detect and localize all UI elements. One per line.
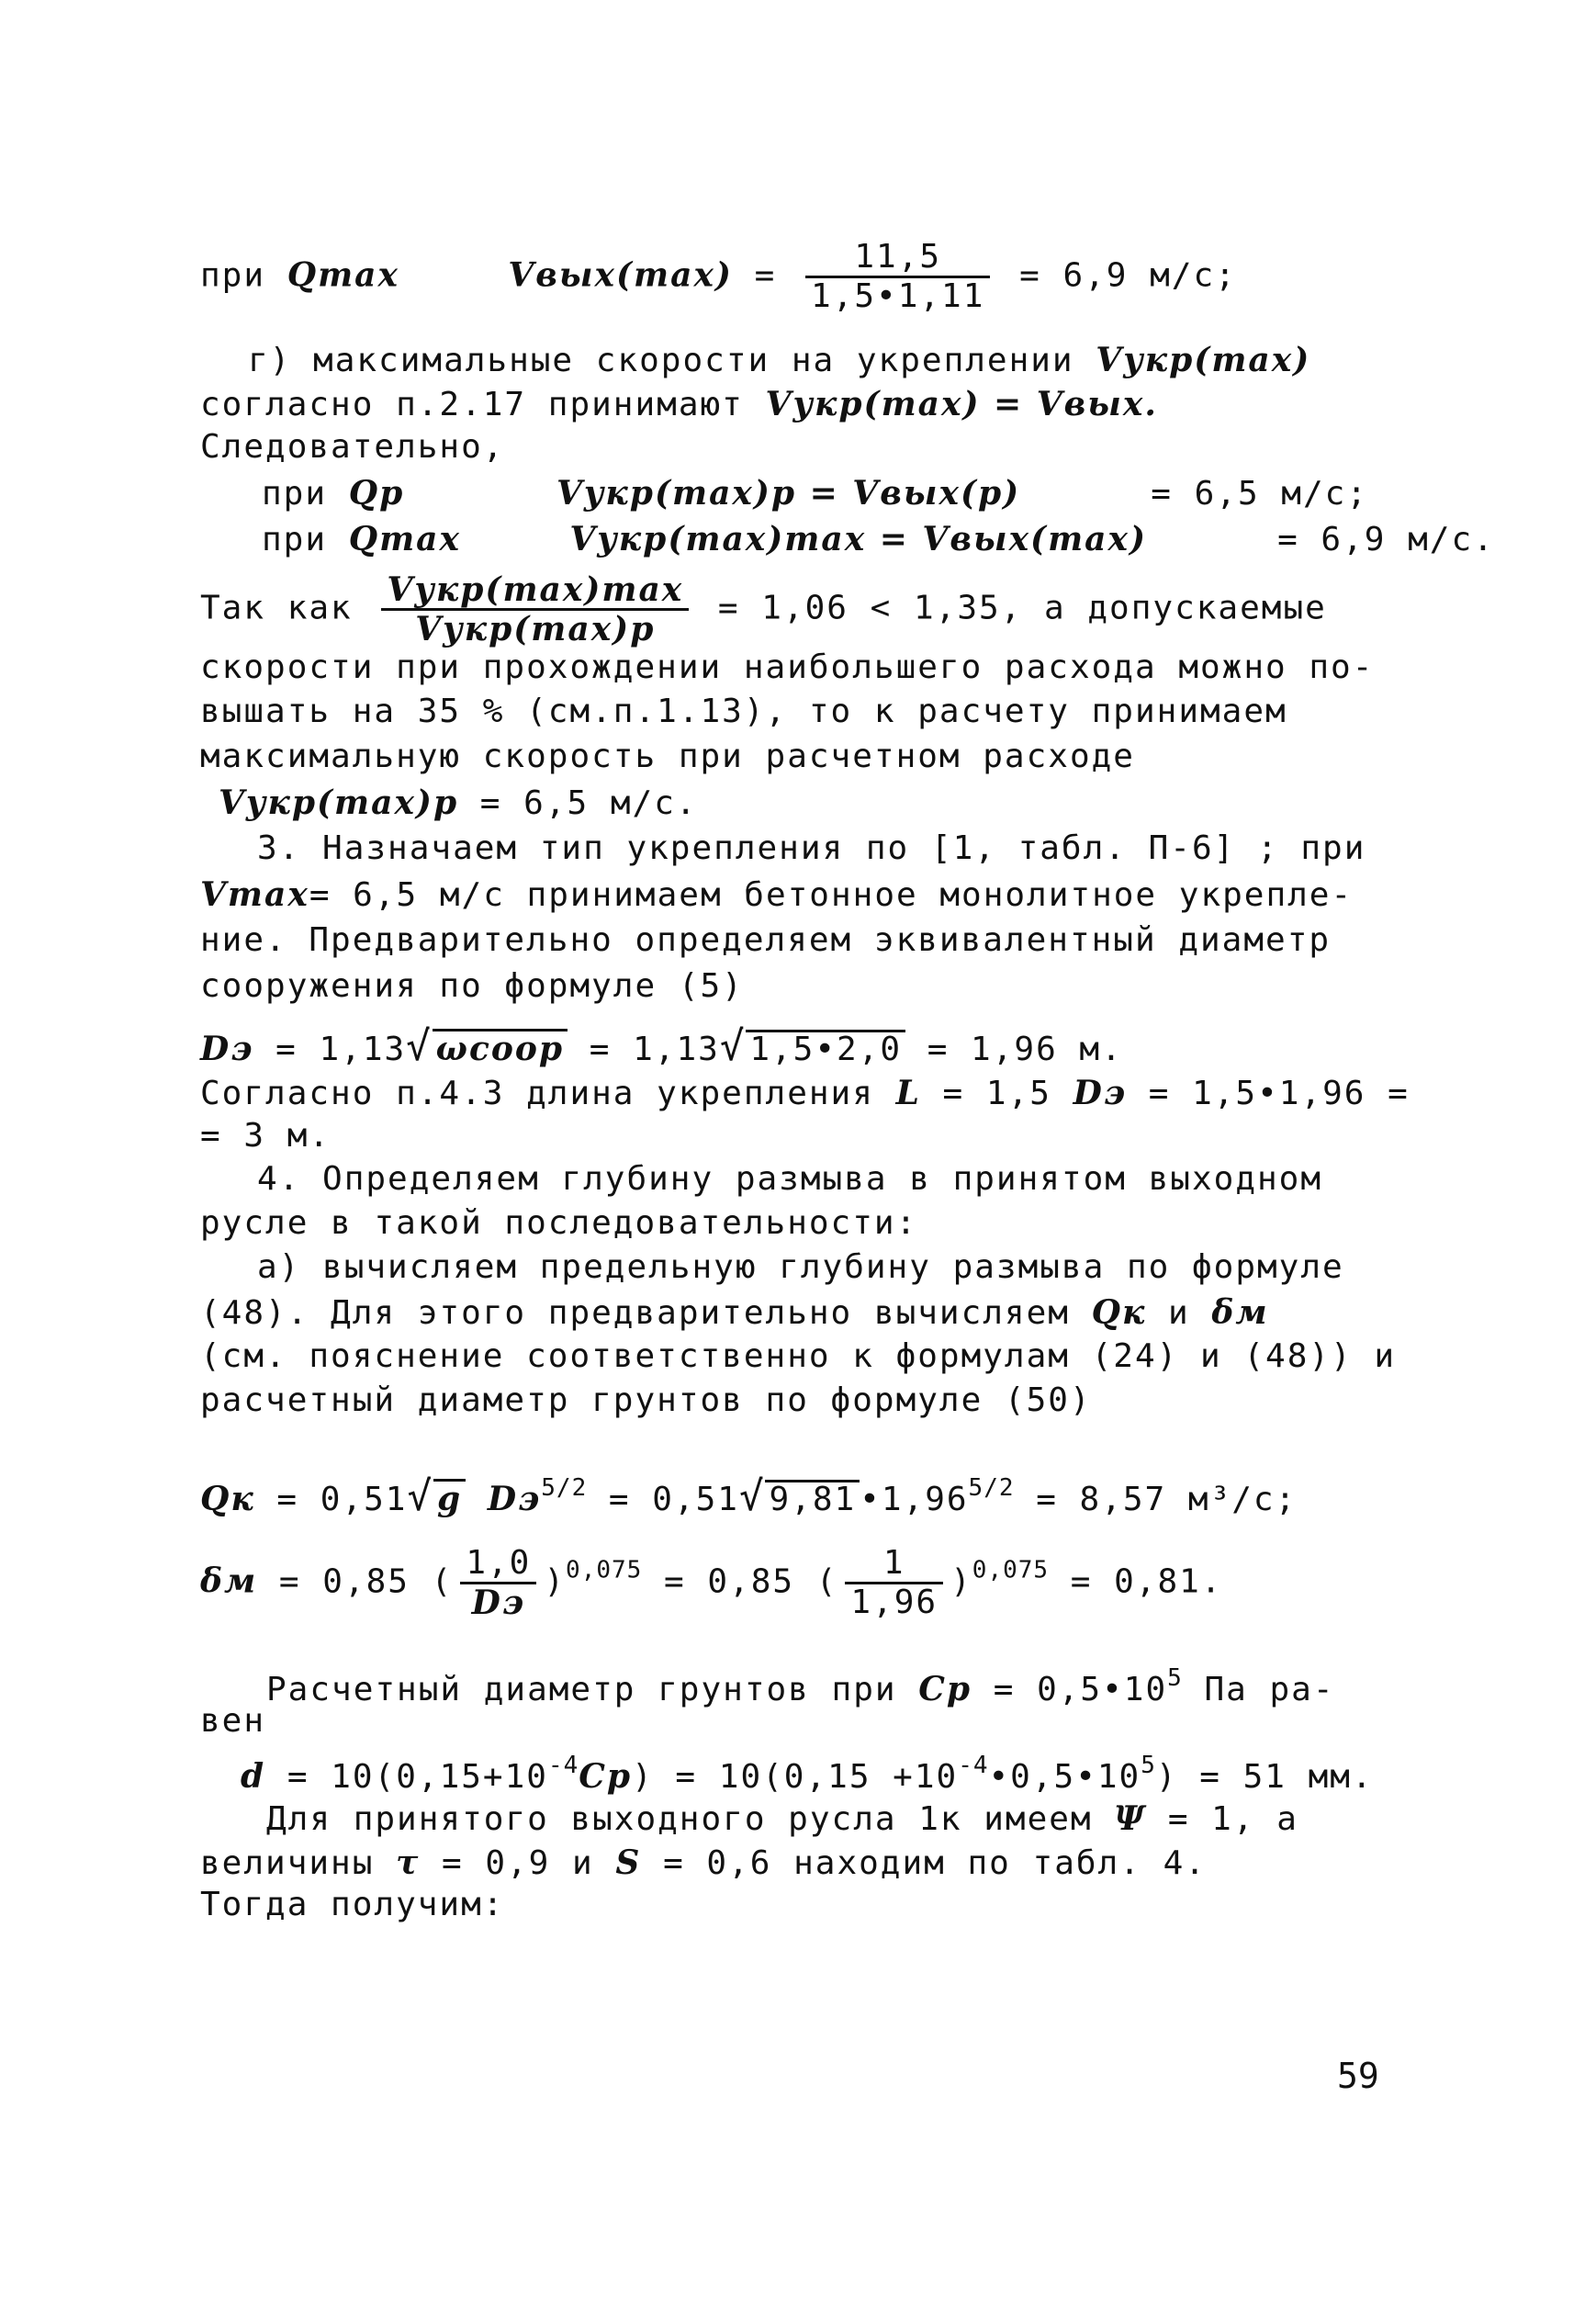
text-fragment: максимальную скорость при расчетном расходе [200, 738, 1135, 775]
fraction-numerator: Vукр(max)max [381, 571, 689, 611]
text-fragment: = 10(0,15+10 [265, 1758, 548, 1796]
formula-symbol: Dэ [487, 1480, 542, 1518]
exponent: -4 [547, 1752, 579, 1779]
fraction [381, 571, 689, 648]
text-line [200, 1885, 504, 1925]
text-line [200, 1381, 1092, 1421]
exponent: 5 [1167, 1664, 1183, 1692]
exponent: 0,075 [566, 1556, 643, 1584]
sqrt-icon: √ [407, 1473, 433, 1520]
text-fragment: сооружения по формуле (5) [200, 967, 744, 1005]
text-fragment: = 0,85 ( [257, 1562, 454, 1601]
exponent: 0,075 [972, 1556, 1050, 1584]
text-line [200, 648, 1374, 688]
text-line [257, 1159, 1322, 1200]
formula-symbol: Dэ [200, 1030, 254, 1068]
text-fragment: вен [200, 1702, 266, 1740]
radicand: ωсоор [433, 1029, 568, 1066]
text-fragment: = 0,51 [608, 1481, 739, 1518]
text-fragment: = 1, а [1146, 1800, 1298, 1838]
text-fragment: = 1,5 [920, 1075, 1073, 1112]
text-fragment: при [262, 521, 349, 558]
formula-symbol: Ψ [1114, 1799, 1147, 1838]
exponent: 5/2 [541, 1474, 588, 1502]
text-fragment: ) [544, 1562, 567, 1601]
text-fragment: = 1,13 [253, 1031, 407, 1068]
sqrt-icon: √ [719, 1023, 747, 1070]
text-line [219, 783, 698, 824]
text-fragment: согласно п.2.17 принимают [200, 386, 766, 423]
text-line [200, 384, 1158, 425]
formula-symbol: Vукр(max)max = Vвых(max) [569, 520, 1148, 558]
text-fragment: г) максимальные скорости на укреплении [248, 342, 1096, 379]
text-fragment: = 0,51 [254, 1481, 408, 1518]
formula-symbol: τ [396, 1843, 421, 1882]
formula-symbol: Qmax [287, 255, 399, 295]
text-fragment: = 1,96 м. [905, 1031, 1123, 1068]
formula-symbol: S [615, 1843, 642, 1882]
formula-symbol: Vукр(max) = Vвых. [765, 385, 1158, 423]
fraction [805, 239, 990, 315]
text-fragment: = 0,9 и [420, 1844, 616, 1882]
fraction-numerator: 1 [845, 1545, 943, 1584]
formula-symbol: Qк [1091, 1293, 1147, 1332]
exponent: -4 [958, 1752, 989, 1779]
radicand: g [433, 1479, 466, 1516]
text-line [200, 1336, 1396, 1377]
formula-symbol: Qp [348, 474, 405, 513]
text-line [257, 829, 1366, 869]
text-fragment: 4. Определяем глубину размыва в принятом выходном [257, 1160, 1323, 1198]
fraction-denominator: Vукр(max)p [415, 610, 656, 648]
text-line [262, 473, 1368, 514]
text-line [200, 1468, 1297, 1520]
text-line [200, 692, 1287, 732]
formula-symbol: Vвых(max) [508, 255, 733, 295]
text-line [200, 1545, 1222, 1621]
text-line [200, 571, 1327, 648]
text-fragment: ние. Предварительно определяем эквивалентный диаметр [200, 921, 1332, 959]
exponent: 5 [1141, 1752, 1156, 1779]
formula-symbol: Cp [918, 1670, 972, 1708]
text-fragment: = 0,5•10 [972, 1671, 1168, 1708]
fraction-numerator: 1,0 [460, 1545, 536, 1584]
formula-symbol: Vукр(max)p [219, 783, 459, 822]
sqrt-icon: √ [406, 1023, 433, 1070]
text-line [200, 1843, 1207, 1884]
text-fragment: •0,5•10 [988, 1758, 1141, 1796]
formula-symbol: Vmax [200, 875, 309, 914]
text-line [200, 1203, 917, 1244]
exponent: 5/2 [968, 1474, 1015, 1502]
text-line [200, 1073, 1410, 1114]
text-fragment: расчетный диаметр грунтов по формуле (50) [200, 1381, 1092, 1419]
text-line [200, 1701, 265, 1742]
text-fragment: ) = 51 мм. [1155, 1758, 1374, 1796]
formula-symbol: d [241, 1757, 266, 1796]
text-fragment: = 0,85 ( [664, 1562, 838, 1601]
formula-symbol: Cp [579, 1757, 633, 1796]
fraction-denominator: 1,5•1,11 [811, 277, 985, 315]
text-line [266, 1798, 1298, 1840]
text-line [241, 1745, 1374, 1798]
fraction [845, 1545, 943, 1621]
radicand: 1,5•2,0 [746, 1030, 905, 1067]
text-fragment: Так как [200, 589, 353, 627]
text-fragment: русле в такой последовательности: [200, 1204, 918, 1242]
text-fragment: скорости при прохождении наибольшего расхода можно по- [200, 648, 1375, 686]
text-fragment: Для принятого выходного русла 1к имеем [266, 1800, 1115, 1838]
text-fragment: а) вычисляем предельную глубину размыва по формуле [257, 1248, 1344, 1286]
text-fragment: ) = 10(0,15 +10 [632, 1758, 959, 1796]
text-fragment: Тогда получим: [200, 1886, 505, 1923]
formula-symbol: δм [1211, 1293, 1269, 1332]
text-line [200, 1023, 1123, 1070]
text-fragment: = 1,13 [589, 1031, 720, 1068]
formula-symbol: L [895, 1074, 921, 1112]
text-line [200, 1292, 1269, 1334]
formula-symbol: Vукр(max)p = Vвых(p) [556, 474, 1021, 513]
text-fragment: Согласно п.4.3 длина укрепления [200, 1075, 896, 1112]
text-line [200, 737, 1135, 777]
text-fragment: ) [950, 1562, 972, 1601]
text-fragment: = 1,5•1,96 = [1127, 1075, 1410, 1112]
text-fragment: = 6,5 м/с принимаем бетонное монолитное укрепле- [309, 876, 1354, 914]
formula-symbol: Qmax [348, 520, 461, 558]
formula-symbol: δм [200, 1561, 258, 1601]
text-fragment: = 3 м. [200, 1117, 332, 1155]
text-fragment: = 8,57 м³/с; [1014, 1481, 1298, 1518]
text-fragment: •1,96 [860, 1481, 969, 1518]
text-fragment: (48). Для этого предварительно вычисляем [200, 1294, 1092, 1332]
text-fragment: величины [200, 1844, 397, 1882]
text-fragment: вышать на 35 % (см.п.1.13), то к расчету принимаем [200, 693, 1287, 730]
text-fragment: при [262, 475, 349, 513]
text-fragment: Расчетный диаметр грунтов при [266, 1671, 919, 1708]
formula-symbol: Vукр(max) [1096, 341, 1311, 379]
text-fragment: и [1146, 1294, 1212, 1332]
text-fragment: = 1,06 < 1,35, а допускаемые [717, 589, 1327, 627]
text-fragment: Следовательно, [200, 428, 505, 466]
text-line [266, 1658, 1335, 1710]
text-fragment: = 6,5 м/с; [1151, 475, 1369, 513]
radicand: 9,81 [765, 1480, 860, 1517]
text-fragment: = 6,5 м/с. [458, 784, 698, 822]
text-line [257, 1247, 1344, 1288]
sqrt-icon: √ [738, 1473, 766, 1520]
text-fragment: Па ра- [1182, 1671, 1335, 1708]
text-line [262, 519, 1495, 560]
text-line [248, 340, 1310, 381]
fraction-denominator: 1,96 [850, 1584, 938, 1621]
fraction-denominator: Dэ [471, 1584, 526, 1622]
text-fragment: при [200, 256, 287, 295]
text-fragment: = 6,9 м/с. [1277, 521, 1495, 558]
text-line [200, 239, 1237, 315]
text-line [200, 874, 1353, 916]
fraction-numerator: 11,5 [805, 239, 990, 278]
fraction [460, 1545, 536, 1621]
text-fragment: = [754, 256, 777, 295]
text-line [200, 920, 1331, 961]
text-line [200, 966, 744, 1007]
page-number: 59 [1337, 2056, 1379, 2096]
text-fragment: (см. пояснение соответственно к формулам (24) и (48)) и [200, 1337, 1397, 1375]
text-fragment: 3. Назначаем тип укрепления по [1, табл. П-6] ; при [257, 829, 1366, 867]
text-fragment: = 0,6 находим по табл. 4. [641, 1844, 1207, 1882]
text-line [200, 1116, 331, 1156]
formula-symbol: Qк [200, 1480, 255, 1518]
formula-symbol: Dэ [1073, 1074, 1128, 1112]
text-fragment: = 6,9 м/с; [1019, 256, 1237, 295]
text-fragment: = 0,81. [1070, 1562, 1223, 1601]
text-line [200, 427, 504, 468]
